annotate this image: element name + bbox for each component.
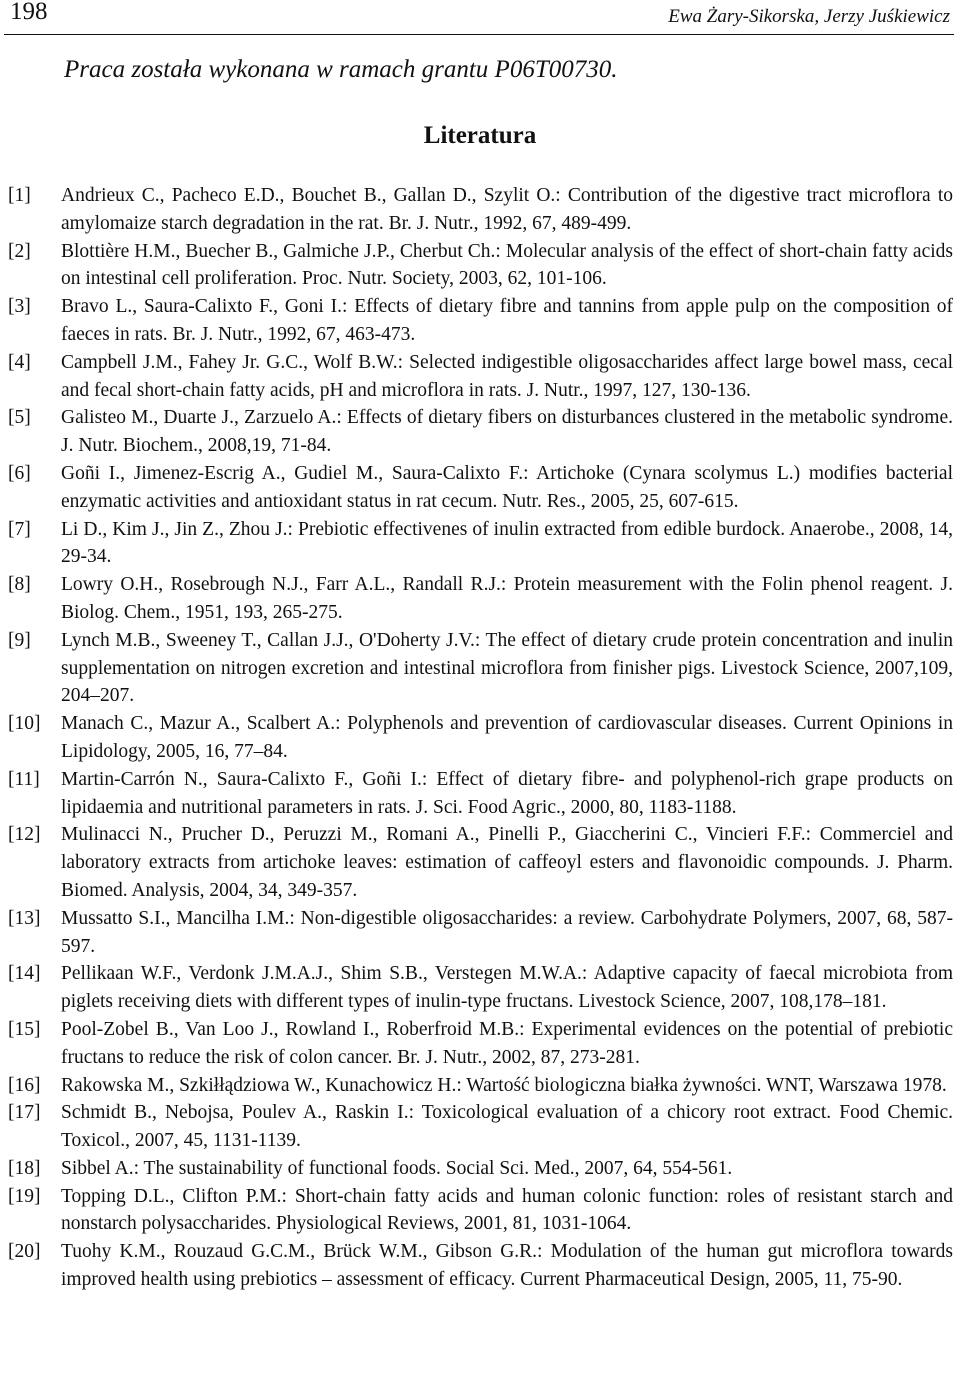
reference-text: Tuohy K.M., Rouzaud G.C.M., Brück W.M., Gibson G.R.: Modulation of the human gut microflora towards improved health using prebiotics – assessment of efficacy. Current Pharmaceutical Design, 2005, 11, 75-90.: [61, 1241, 953, 1291]
reference-item: [0, 1155, 960, 1183]
reference-number: [15]: [8, 1018, 41, 1040]
page-header: [4, 0, 954, 35]
reference-text: Lowry O.H., Rosebrough N.J., Farr A.L., Randall R.J.: Protein measurement with the Folin phenol reagent. J. Biolog. Chem., 1951, 193, 265-275.: [61, 574, 953, 623]
reference-text: Campbell J.M., Fahey Jr. G.C., Wolf B.W.: Selected indigestible oligosaccharides affect large bowel mass, cecal and fecal short-chain fatty acids, pH and microflora in rats. J. Nutr., 1997, 127, 130-136.: [61, 351, 953, 401]
reference-text: Manach C., Mazur A., Scalbert A.: Polyphenols and prevention of cardiovascular diseases. Current Opinions in Lipidology, 2005, 16, 77–84.: [61, 713, 953, 762]
reference-item: [0, 182, 960, 238]
reference-number: [2]: [8, 240, 31, 262]
reference-text: Lynch M.B., Sweeney T., Callan J.J., O'Doherty J.V.: The effect of dietary crude protein concentration and inulin supplementation on nitrogen excretion and intestinal microflora from finisher pigs. Livestock Science, 2007,109, 204–207.: [61, 629, 953, 707]
reference-text: Pellikaan W.F., Verdonk J.M.A.J., Shim S.B., Verstegen M.W.A.: Adaptive capacity of faecal microbiota from piglets receiving diets with different types of inulin-type fructans. Livestock Science, 2007, 108,178–181.: [61, 963, 953, 1013]
reference-number: [18]: [8, 1157, 41, 1179]
reference-number: [17]: [8, 1102, 41, 1124]
reference-number: [6]: [8, 462, 31, 484]
reference-text: Pool-Zobel B., Van Loo J., Rowland I., Roberfroid M.B.: Experimental evidences on the potential of prebiotic fructans to reduce the risk of colon cancer. Br. J. Nutr., 2002, 87, 273-281.: [61, 1018, 953, 1068]
reference-item: [0, 766, 960, 822]
reference-item: [0, 1183, 960, 1239]
reference-text: Goñi I., Jimenez-Escrig A., Gudiel M., Saura-Calixto F.: Artichoke (Cynara scolymus L.) modifies bacterial enzymatic activities and antioxidant status in rat cecum. Nutr. Res., 2005, 25, 607-615.: [61, 462, 953, 512]
reference-text: Martin-Carrón N., Saura-Calixto F., Goñi I.: Effect of dietary fibre- and polyphenol-rich grape products on lipidaemia and nutritional parameters in rats. J. Sci. Food Agric., 2000, 80, 1183-1188.: [61, 768, 953, 818]
reference-text: Bravo L., Saura-Calixto F., Goni I.: Effects of dietary fibre and tannins from apple pulp on the composition of faeces in rats. Br. J. Nutr., 1992, 67, 463-473.: [61, 296, 953, 345]
reference-text: Mussatto S.I., Mancilha I.M.: Non-digestible oligosaccharides: a review. Carbohydrate Polymers, 2007, 68, 587-597.: [61, 907, 953, 957]
reference-number: [5]: [8, 407, 31, 429]
reference-text: Topping D.L., Clifton P.M.: Short-chain fatty acids and human colonic function: roles of resistant starch and nonstarch polysaccharides. Physiological Reviews, 2001, 81, 1031-1064.: [61, 1185, 953, 1235]
reference-number: [19]: [8, 1185, 41, 1207]
reference-text: Schmidt B., Nebojsa, Poulev A., Raskin I.: Toxicological evaluation of a chicory root extract. Food Chemic. Toxicol., 2007, 45, 1131-1139.: [61, 1102, 953, 1152]
reference-number: [9]: [8, 629, 31, 651]
reference-item: [0, 1016, 960, 1072]
reference-number: [10]: [8, 713, 41, 735]
reference-item: [0, 460, 960, 516]
reference-item: [0, 404, 960, 460]
section-title: Literatura: [423, 122, 537, 149]
reference-item: [0, 293, 960, 349]
reference-number: [16]: [8, 1074, 41, 1096]
reference-text: Galisteo M., Duarte J., Zarzuelo A.: Effects of dietary fibers on disturbances clustered in the metabolic syndrome. J. Nutr. Biochem., 2008,19, 71-84.: [61, 407, 953, 457]
grant-acknowledgement: Praca została wykonana w ramach grantu P06T00730.: [64, 56, 618, 83]
reference-item: [0, 710, 960, 766]
reference-number: [7]: [8, 518, 31, 540]
reference-number: [1]: [8, 185, 31, 206]
reference-number: [8]: [8, 574, 31, 596]
reference-item: [0, 1099, 960, 1155]
reference-text: Li D., Kim J., Jin Z., Zhou J.: Prebiotic effectivenes of inulin extracted from edible burdock. Anaerobe., 2008, 14, 29-34.: [61, 518, 953, 568]
reference-list: [0, 182, 960, 1294]
reference-text: Andrieux C., Pacheco E.D., Bouchet B., Gallan D., Szylit O.: Contribution of the digestive tract microflora to amylomaize starch degradation in the rat. Br. J. Nutr., 1992, 67, 489-499.: [61, 185, 953, 234]
reference-number: [3]: [8, 296, 31, 318]
reference-item: [0, 571, 960, 627]
reference-item: [0, 349, 960, 405]
reference-text: Rakowska M., Szkiłłądziowa W., Kunachowicz H.: Wartość biologiczna białka żywności. WNT, Warszawa 1978.: [61, 1074, 947, 1096]
reference-text: Blottière H.M., Buecher B., Galmiche J.P., Cherbut Ch.: Molecular analysis of the effect of short-chain fatty acids on intestinal cell proliferation. Proc. Nutr. Society, 2003, 62, 101-106.: [61, 240, 953, 290]
reference-number: [20]: [8, 1241, 41, 1263]
reference-item: [0, 516, 960, 572]
running-head-authors: Ewa Żary-Sikorska, Jerzy Juśkiewicz: [668, 6, 950, 27]
reference-text: Sibbel A.: The sustainability of functional foods. Social Sci. Med., 2007, 64, 554-561.: [61, 1157, 733, 1179]
reference-number: [11]: [8, 768, 40, 790]
reference-item: [0, 905, 960, 961]
reference-text: Mulinacci N., Prucher D., Peruzzi M., Romani A., Pinelli P., Giaccherini C., Vincieri F.F.: Commerciel and laboratory extracts from artichoke leaves: estimation of caffeoyl esters and flavonoidic compounds. J. Pharm. Biomed. Analysis, 2004, 34, 349-357.: [61, 824, 953, 901]
reference-number: [12]: [8, 824, 41, 846]
reference-number: [14]: [8, 963, 41, 985]
reference-number: [4]: [8, 351, 31, 373]
reference-item: [0, 821, 960, 904]
reference-number: [13]: [8, 907, 41, 929]
reference-item: [0, 960, 960, 1016]
reference-item: [0, 238, 960, 294]
reference-item: [0, 1072, 960, 1100]
reference-item: [0, 1238, 960, 1294]
reference-item: [0, 627, 960, 710]
page-number: 198: [10, 0, 48, 25]
